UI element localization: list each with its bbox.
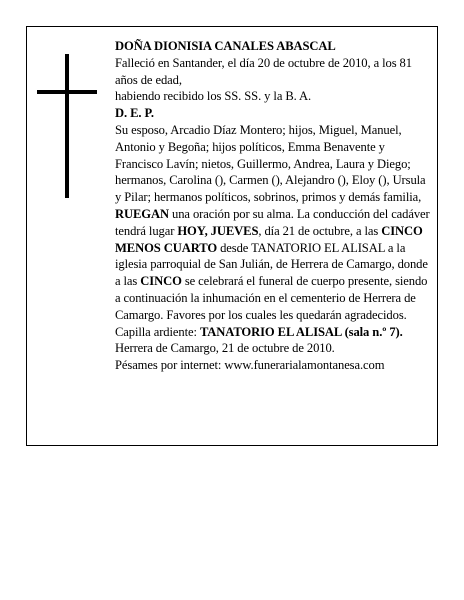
cross-horizontal-bar bbox=[37, 90, 97, 94]
hoy-jueves-text: HOY, JUEVES bbox=[177, 223, 259, 238]
place-date-line: Herrera de Camargo, 21 de octubre de 2010. bbox=[115, 341, 335, 356]
ruegan-text: RUEGAN bbox=[115, 206, 169, 221]
from-text: desde TANATORIO EL ALISAL a la iglesia parroquial de San Julián, de Herrera de Camargo, donde a las bbox=[115, 240, 428, 289]
family-paragraph: Su esposo, Arcadio Díaz Montero; hijos, Miguel, Manuel, Antonio y Begoña; hijos políticos, Emma Benavente y Francisco Lavín; nietos, Guillermo, Andrea, Laura y Diego; hermanos, Carolina (), Carmen (), Alejandro (), Eloy (), Ursula y Pilar; hermanos políticos, sobrinos, primos y demás familia, bbox=[115, 122, 426, 205]
funeral-text: se celebrará el funeral de cuerpo presente, siendo a continuación la inhumación en el cementerio de Herrera de Camargo. Favores por los cuales les quedarán agradecidos. Capilla ardiente: bbox=[115, 274, 428, 339]
death-line: Falleció en Santander, el día 20 de octubre de 2010, a los 81 años de edad, bbox=[115, 55, 412, 87]
chapel-text: TANATORIO EL ALISAL (sala n.º 7). bbox=[199, 324, 403, 339]
condolences-line: Pésames por internet: www.funerarialamontanesa.com bbox=[115, 358, 385, 373]
sacraments-line: habiendo recibido los SS. SS. y la B. A. bbox=[115, 89, 312, 104]
time-text: CINCO MENOS CUARTO bbox=[115, 223, 423, 255]
deceased-name: DOÑA DIONISIA CANALES ABASCAL bbox=[115, 39, 336, 53]
cinco-text: CINCO bbox=[140, 274, 182, 289]
cross-vertical-bar bbox=[65, 54, 69, 198]
ceremony-paragraph bbox=[115, 206, 431, 340]
prayer-text: una oración por su alma. La conducción del cadáver tendrá lugar bbox=[115, 206, 430, 238]
day-text: , día 21 de octubre, a las bbox=[258, 223, 382, 238]
dep-line: D. E. P. bbox=[115, 106, 154, 121]
obituary-text bbox=[115, 38, 431, 374]
